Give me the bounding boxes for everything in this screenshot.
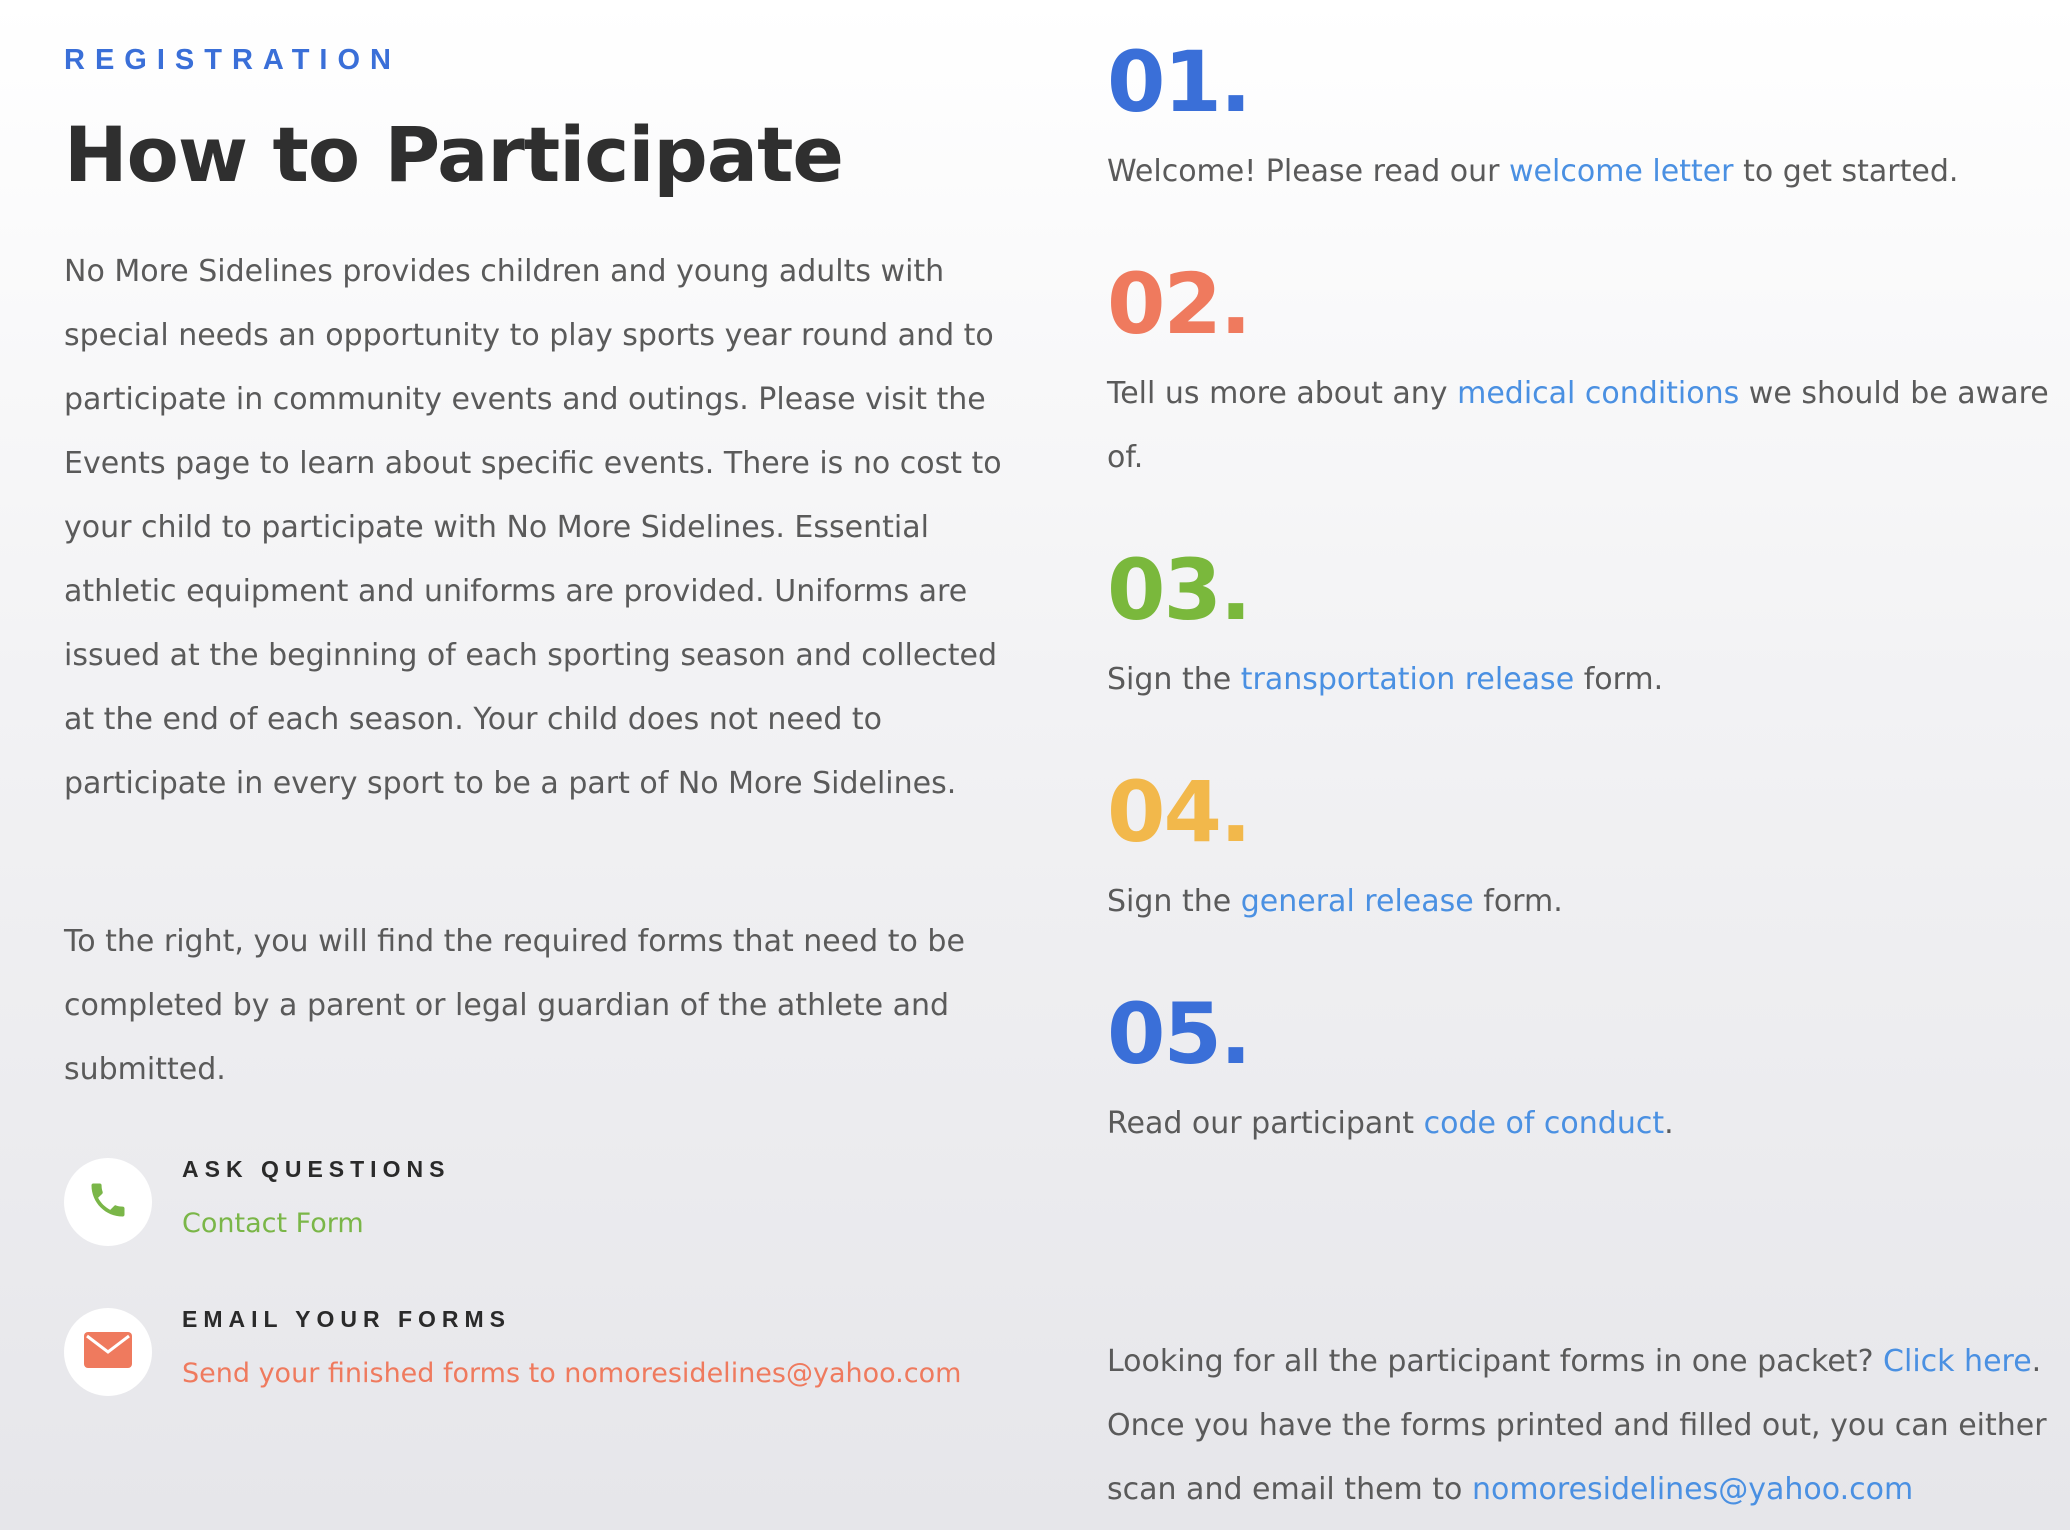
intro-paragraph: No More Sidelines provides children and young adults with special needs an opportunity to play sports year round and to participate in community events and outings. Please visit the Events page to learn about specific events. There is no cost to your child to participate with No More Sidelines. Essential athletic equipment and uniforms are provided. Uniforms are issued at the beginning of each sporting season and collected at the end of each season. Your child does not need to participate in every sport to be a part of No More Sidelines. [64, 254, 1002, 801]
medical-conditions-link[interactable]: medical conditions [1457, 376, 1740, 411]
step-text: Sign the transportation release form. [1107, 662, 1664, 697]
step-number: 02. [1107, 255, 1250, 353]
phone-icon-circle [64, 1158, 152, 1246]
contact-email-forms [64, 1300, 1024, 1400]
email-label: EMAIL YOUR FORMS [182, 1306, 511, 1332]
transportation-release-link[interactable]: transportation release [1240, 662, 1575, 697]
contact-label: ASK QUESTIONS [182, 1156, 451, 1182]
page-title: How to Participate [64, 110, 843, 199]
code-of-conduct-link[interactable]: code of conduct [1423, 1106, 1665, 1141]
step-text: Read our participant code of conduct. [1107, 1106, 1674, 1141]
contact-ask-questions [64, 1150, 1024, 1250]
step-number: 04. [1107, 763, 1250, 861]
step-number: 03. [1107, 541, 1250, 639]
step-number: 05. [1107, 985, 1250, 1083]
packet-paragraph: Looking for all the participant forms in one packet? Click here. Once you have the forms printed and filled out, you can either scan and email them to nomoresidelines@yahoo.com [1107, 1344, 2047, 1507]
section-eyebrow: REGISTRATION [64, 44, 401, 76]
click-here-link[interactable]: Click here [1883, 1344, 2032, 1379]
step-text: Welcome! Please read our welcome letter to get started. [1107, 154, 1959, 189]
email-forms-link[interactable]: Send your finished forms to nomoresidelines@yahoo.com [182, 1358, 962, 1389]
forms-paragraph: To the right, you will find the required forms that need to be completed by a parent or legal guardian of the athlete and submitted. [64, 924, 965, 1087]
general-release-link[interactable]: general release [1240, 884, 1474, 919]
step-text: Sign the general release form. [1107, 884, 1563, 919]
email-link[interactable]: nomoresidelines@yahoo.com [1471, 1472, 1914, 1507]
envelope-icon-circle [64, 1308, 152, 1396]
envelope-icon [83, 1330, 133, 1374]
step-text: Tell us more about any medical conditions we should be aware of. [1107, 376, 2049, 475]
welcome-letter-link[interactable]: welcome letter [1509, 154, 1734, 189]
contact-form-link[interactable]: Contact Form [182, 1208, 364, 1239]
step-number: 01. [1107, 33, 1250, 131]
phone-icon [86, 1178, 130, 1226]
